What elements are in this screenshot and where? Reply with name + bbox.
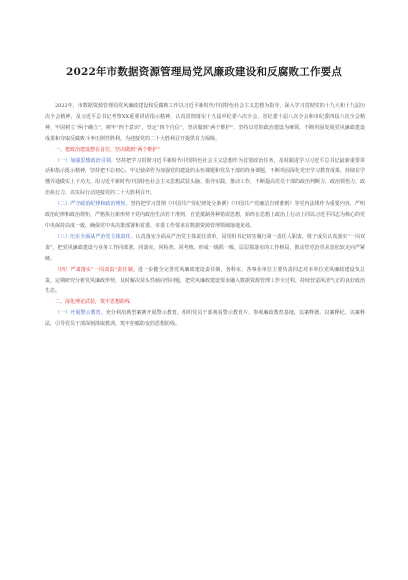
s2-item1-text: 充分利用典型案例开展警示教育，组织党员干部观看警示教育片、参观廉政教育基地，以案释德、以案释纪、以案释法，引导党员干部深刻汲取教训，筑牢拒腐防变的思想防线。 — [45, 310, 365, 328]
document-body — [45, 101, 365, 330]
s1-item1-label: （一）加强思想政治引领。 — [55, 157, 116, 164]
s1-item3-paragraph — [45, 232, 365, 265]
s1-item4-label: （四）严肃落实“一岗双责”责任制。 — [55, 266, 138, 273]
s1-item4-paragraph — [45, 265, 365, 298]
s1-item2-label: （二）严守政治纪律和政治规矩。 — [55, 201, 131, 208]
s2-item1-paragraph — [45, 308, 365, 330]
section2-heading: 二、深化理论武装，筑牢思想防线 — [55, 299, 131, 306]
section1-heading: 一、把政治建设摆在首位，坚决做到“两个维护” — [55, 146, 161, 153]
s1-item2-text: 坚持把学习贯彻《中国共产党纪律处分条例》《中国共产党廉洁自律准则》等党内法规作为重要内容，严明政治纪律和政治规矩，严格执行新形势下党内政治生活若干准则，自觉抵制各种错误思想，始终在思想上政治上行动上同以习近平同志为核心的党中央保持高度一致，确保党中央决策部署和省委、市委工作要求在数据资源管理领域落地见效。 — [45, 201, 366, 229]
s2-item1-label: （一）开展警示教育。 — [55, 310, 106, 317]
document-title: 2022年市数据资源管理局党风廉政建设和反腐败工作要点 — [65, 66, 343, 78]
s1-item3-label: （三）压实全面从严治党主体责任。 — [55, 233, 136, 240]
s1-item1-text: 坚持把学习贯彻习近平新时代中国特色社会主义思想作为首要政治任务，及时跟进学习习近平总书记最新重要讲话和指示批示精神，坚持把不忘初心、牢记使命作为加强党的建设的永恒课题和党员干部的终身课题，不断巩固深化党史学习教育成果，持续在学懂弄通做实上下功夫，用习近平新时代中国特色社会主义思想武装头脑、指导实践、推动工作，不断提高党员干部的政治判断力、政治领悟力、政治执行力，以实际行动迎接党的二十大胜利召开。 — [45, 157, 366, 197]
s1-item4-text: 进一步健全完善党风廉政建设责任制，各科室、各事业单位主要负责同志对本单位党风廉政建设负总责，定期研究分析党风廉政形势，及时解决苗头性倾向性问题，把党风廉政建设要求融入数据资源管理工作全过程，持续营造风清气正的良好政治生态。 — [45, 266, 366, 295]
s1-item2-paragraph — [45, 199, 365, 232]
s1-item3-text: 认真落实全面从严治党主体责任清单，局党组书记切实履行第一责任人职责，班子成员认真落实“一岗双责”，把党风廉政建设与业务工作同部署、同落实、同检查、同考核，形成一级抓一级、层层抓落实的工作格局，推动管党治党从宽松软走向严紧硬。 — [45, 233, 365, 262]
s1-item1-paragraph — [45, 156, 365, 200]
intro-paragraph: 2022年，市数据资源管理局党风廉政建设和反腐败工作以习近平新时代中国特色社会主义思想为指导，深入学习贯彻党的十九大和十九届历次全会精神，及习近平总书记考察XX重要讲话指示精神，认真贯彻落实十九届中纪委六次全会、省纪委十届八次全会和市纪委四届六次全会精神，牢固树立“两个确立”，树牢“四个意识”，坚定“四个自信”，坚决做到“两个维护”，坚持以党的政治建设为统领，不断巩固发展党风廉政建设成果和夺取反腐败斗争压倒性胜利，为迎接党的二十大胜利召开提供有力保障。 — [45, 103, 365, 142]
